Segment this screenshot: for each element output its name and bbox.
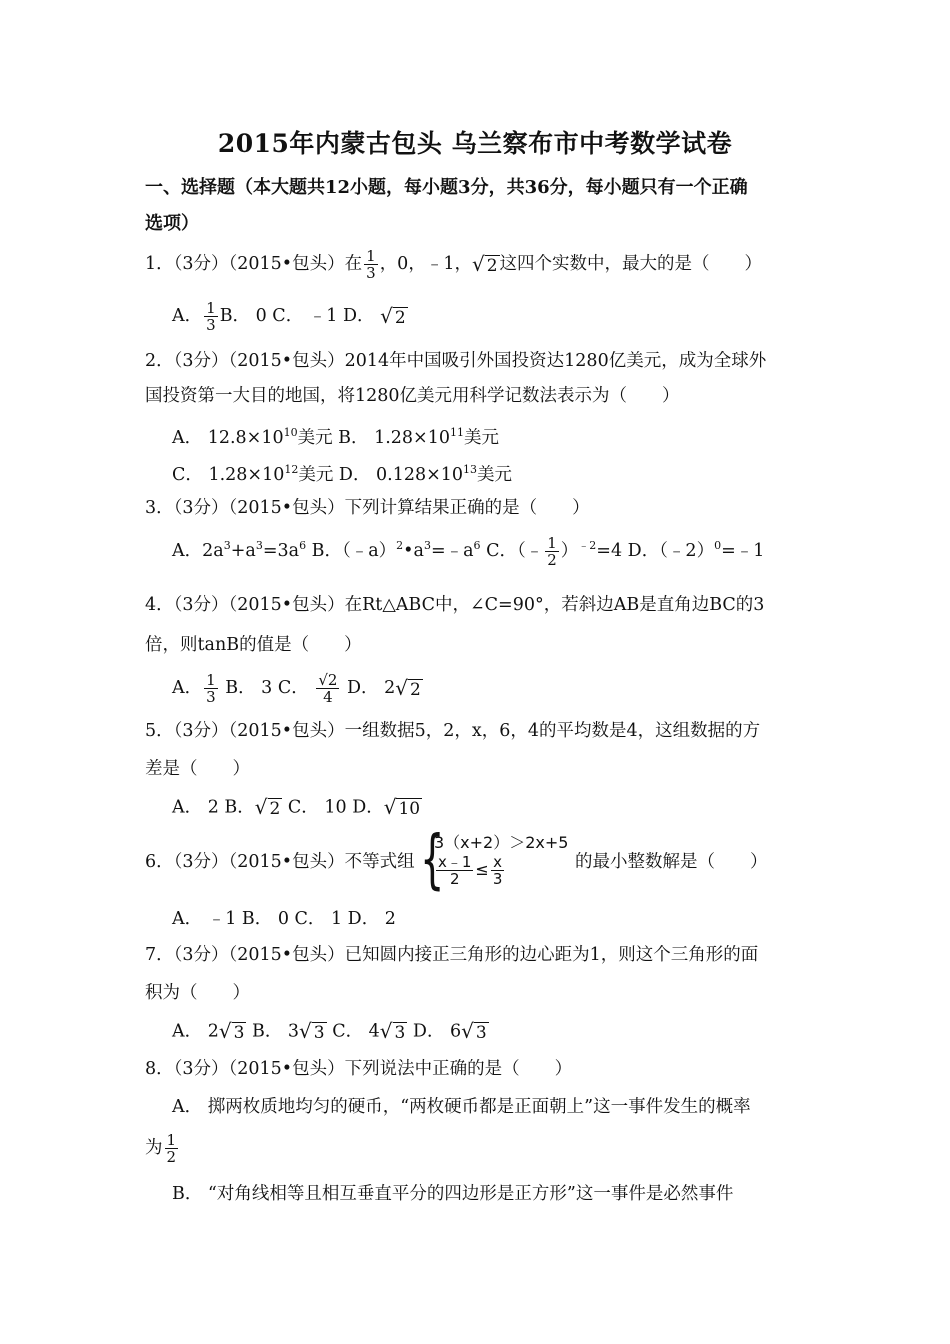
question-2-options-cd: C． $1.28\times 10^{12}$美元 D． $0.128\times 10^{13}$美元: [172, 463, 513, 485]
question-1-options: A． $\frac{1}{3}$ B． 0 C． ﹣1 D． √ 2: [172, 299, 406, 334]
question-5: 5．（3分）（2015•包头）一组数据5，2，x，6，4的平均数是4，这组数据的方: [145, 721, 761, 741]
question-2: 2．（3分）（2015•包头）2014年中国吸引外国投资达1280亿美元，成为全球外: [145, 351, 767, 371]
section-heading-cont: 选项）: [145, 213, 199, 234]
question-3: 3．（3分）（2015•包头）下列计算结果正确的是（ ）: [145, 498, 590, 518]
page-title: 2015年内蒙古包头 乌兰察布市中考数学试卷: [217, 129, 733, 158]
question-7-cont: 积为（ ）: [145, 983, 250, 1003]
section-heading: 一、选择题（本大题共12小题，每小题3分，共36分，每小题只有一个正确: [145, 177, 748, 198]
fraction: $\frac{1}{3}$: [366, 247, 376, 282]
question-3-options: A．$2a^3+a^3=3a^6$ B．$(﹣a)^2•a^3=﹣a^6$ C．（﹣ $\frac{1}{2}$ ）$^{﹣2}$=4 D．（﹣2）$^0$=﹣1: [172, 533, 765, 569]
question-6-pre: 6．（3分）（2015•包头）不等式组: [145, 852, 415, 872]
question-4-options: A． $\frac{1}{3}$ B． 3 C． $\frac{√2}{4}$ D． 2√ 2: [172, 671, 421, 706]
question-8-option-a: A． 掷两枚质地均匀的硬币，“两枚硬币都是正面朝上”这一事件发生的概率: [172, 1097, 751, 1117]
question-4-cont: 倍，则tanB的值是（ ）: [145, 635, 362, 655]
question-8-option-b: B． “对角线相等且相互垂直平分的四边形是正方形”这一事件是必然事件: [172, 1184, 734, 1204]
question-8: 8．（3分）（2015•包头）下列说法中正确的是（ ）: [145, 1059, 573, 1079]
question-5-options: A． 2 B．√ 2 C． 10 D．√ 10: [172, 795, 421, 819]
question-7: 7．（3分）（2015•包头）已知圆内接正三角形的边心距为1，则这个三角形的面: [145, 945, 759, 965]
question-7-options: A． 2√ 3 B． 3√ 3 C． 4√ 3 D． 6√ 3: [172, 1019, 487, 1043]
question-1: 1．（3分）（2015•包头）在 $\frac{1}{3}$ ，0，﹣1，√ 2 这四个实数中，最大的是（ ）: [145, 247, 763, 282]
question-6-post: 的最小整数解是（ ）: [575, 852, 768, 872]
question-4: 4．（3分）（2015•包头）在Rt△ABC中，∠C=90°，若斜边AB是直角边BC的3: [145, 595, 765, 615]
sqrt-2: √ 2: [471, 251, 498, 276]
question-6-options: A． ﹣1 B． 0 C． 1 D． 2: [172, 909, 396, 929]
question-8-option-a-cont: 为 $\frac{1}{2}$: [145, 1131, 177, 1166]
question-2-cont: 国投资第一大目的地国，将1280亿美元用科学记数法表示为（ ）: [145, 386, 680, 406]
inequality-system: { 3（x+2）＞2x+5 $\frac{x﹣1}{2}$ ≤ $\frac{x}{3}$: [420, 823, 569, 897]
question-2-options-ab: A． $12.8\times 10^{10}$美元 B． $1.28\times 10^{11}$美元: [172, 426, 499, 448]
question-5-cont: 差是（ ）: [145, 759, 250, 779]
